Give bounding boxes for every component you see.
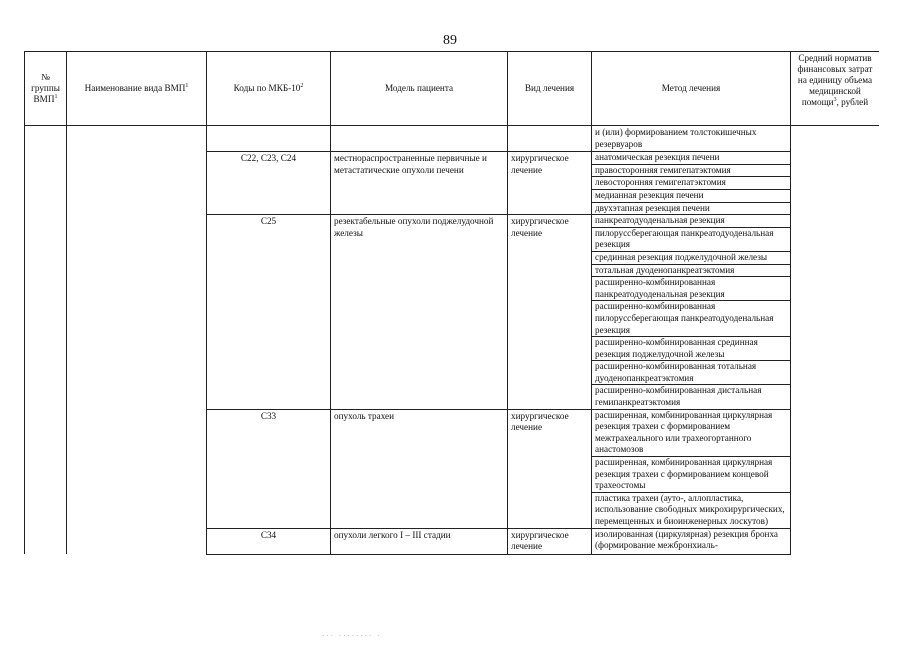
group-cell <box>25 215 67 410</box>
cost-cell <box>791 409 880 528</box>
name-cell <box>67 215 207 410</box>
group-cell <box>25 152 67 215</box>
name-cell <box>67 126 207 152</box>
cost-cell <box>791 126 880 152</box>
cost-cell <box>791 215 880 410</box>
document-sheet <box>24 51 879 646</box>
header-cost: Средний норматив финансовых затрат на единицу объема медицинской помощи$^3$, рублей <box>791 52 880 126</box>
method-item: пилоруссберегающая панкреатодуоденальная резекция <box>592 228 790 252</box>
method-list <box>592 529 790 552</box>
codes-cell: C25 <box>207 215 331 410</box>
method-item: срединная резекция поджелудочной железы <box>592 252 790 265</box>
model-cell: опухоль трахеи <box>331 409 508 528</box>
method-item: правосторонняя гемигепатэктомия <box>592 165 790 178</box>
method-item: тотальная дуоденопанкреатэктомия <box>592 265 790 278</box>
method-item: расширенно-комбинированная тотальная дуоденопанкреатэктомия <box>592 361 790 385</box>
method-list <box>592 410 790 528</box>
model-cell: резектабельные опухоли поджелудочной железы <box>331 215 508 410</box>
cost-cell <box>791 152 880 215</box>
header-treatment: Вид лечения <box>508 52 592 126</box>
method-item: расширенная, комбинированная циркулярная резекция трахеи с формированием концевой трахеостомы <box>592 457 790 493</box>
method-item: изолированная (циркулярная) резекция бронха (формирование межбронхиаль- <box>595 528 779 551</box>
name-cell <box>67 528 207 554</box>
page-number: 89 <box>443 33 457 48</box>
treatment-cell: хирургическое лечение <box>508 215 592 410</box>
model-cell: местнораспространенные первичные и метастатические опухоли печени <box>331 152 508 215</box>
treatment-cell: хирургическое лечение <box>508 528 592 554</box>
method-item: левосторонняя гемигепатэктомия <box>592 177 790 190</box>
method-item: двухэтапная резекция печени <box>595 202 710 213</box>
method-item: пластика трахеи (ауто-, аллопластика, использование свободных микрохирургических, перемещенных и биоинженерных лоскутов) <box>595 492 785 526</box>
vmp-table <box>24 51 879 555</box>
table-row <box>25 215 880 410</box>
header-group: № группы ВМП$^1$ <box>25 52 67 126</box>
codes-cell: C34 <box>207 528 331 554</box>
method-item: расширенная, комбинированная циркулярная резекция трахеи с формированием межтрахеального или трахеогортанного анастомозов <box>592 410 790 457</box>
model-cell: опухоли легкого I – III стадии <box>331 528 508 554</box>
method-item: анатомическая резекция печени <box>592 152 790 165</box>
group-cell <box>25 528 67 554</box>
table-row <box>25 409 880 528</box>
table-row <box>25 152 880 215</box>
treatment-cell <box>508 126 592 152</box>
method-item: расширенно-комбинированная пилоруссберегающая панкреатодуоденальная резекция <box>592 301 790 337</box>
name-cell <box>67 409 207 528</box>
method-cell <box>592 215 791 410</box>
method-cell <box>592 528 791 554</box>
cost-cell <box>791 528 880 554</box>
method-item: расширенно-комбинированная панкреатодуоденальная резекция <box>592 277 790 301</box>
treatment-cell: хирургическое лечение <box>508 409 592 528</box>
group-cell <box>25 126 67 152</box>
model-cell <box>331 126 508 152</box>
header-row <box>25 52 880 126</box>
method-item: расширенно-комбинированная дистальная гемипанкреатэктомия <box>595 385 762 408</box>
codes-cell: C22, C23, C24 <box>207 152 331 215</box>
method-list <box>592 215 790 409</box>
name-cell <box>67 152 207 215</box>
group-cell <box>25 409 67 528</box>
scan-artifact: ··· ········ · <box>322 632 382 640</box>
codes-cell: C33 <box>207 409 331 528</box>
method-item: панкреатодуоденальная резекция <box>592 215 790 228</box>
header-model: Модель пациента <box>331 52 508 126</box>
table-row <box>25 528 880 554</box>
codes-cell <box>207 126 331 152</box>
method-list <box>592 152 790 214</box>
header-method: Метод лечения <box>592 52 791 126</box>
method-cell: и (или) формированием толстокишечных резервуаров <box>592 126 791 152</box>
method-item: медианная резекция печени <box>592 190 790 203</box>
header-name: Наименование вида ВМП$^1$ <box>67 52 207 126</box>
method-cell <box>592 152 791 215</box>
method-item: расширенно-комбинированная срединная резекция поджелудочной железы <box>592 337 790 361</box>
treatment-cell: хирургическое лечение <box>508 152 592 215</box>
continuation-row <box>25 126 880 152</box>
method-cell <box>592 409 791 528</box>
header-codes: Коды по МКБ-$10^2$ <box>207 52 331 126</box>
